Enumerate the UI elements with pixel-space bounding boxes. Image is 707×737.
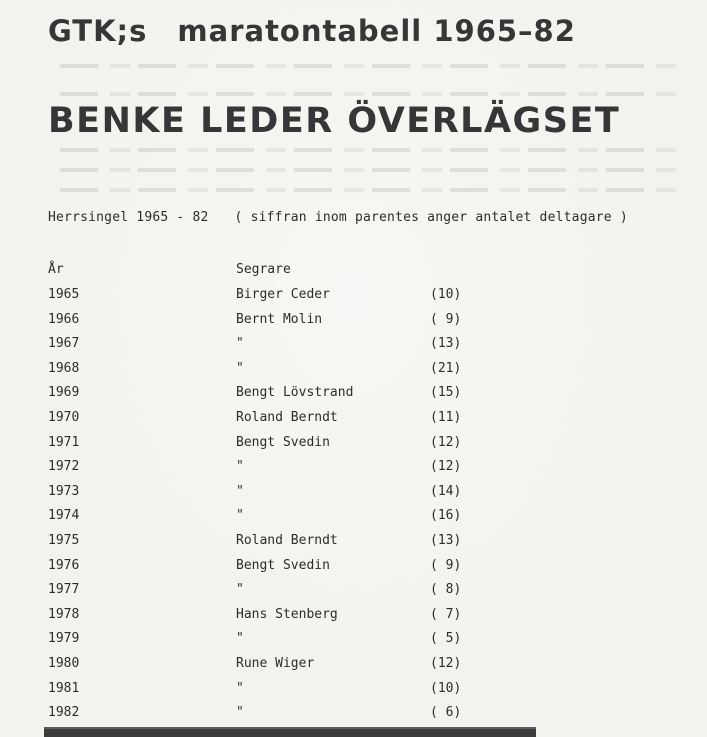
year-cell: 1971 <box>48 434 80 450</box>
year-cell: 1972 <box>48 459 80 475</box>
winner-cell: " <box>236 631 244 647</box>
table-row <box>0 434 707 459</box>
bleed-through-line <box>60 168 680 172</box>
intro-line <box>48 210 628 225</box>
table-row <box>0 384 707 409</box>
participants-cell: (12) <box>430 655 462 671</box>
participants-cell: (16) <box>430 508 462 524</box>
bleed-through-line <box>60 188 680 192</box>
bleed-through-line <box>60 148 680 152</box>
participants-cell: ( 5) <box>430 631 462 647</box>
winner-cell: " <box>236 508 244 524</box>
table-row <box>0 680 707 705</box>
year-cell: 1968 <box>48 360 80 376</box>
year-cell: 1982 <box>48 705 80 721</box>
participants-cell: (10) <box>430 287 462 302</box>
year-cell: 1966 <box>48 311 80 327</box>
participants-cell: (11) <box>430 409 462 425</box>
participants-cell: (12) <box>430 434 462 450</box>
winner-cell: Bengt Lövstrand <box>236 385 354 401</box>
bleed-through-line <box>60 64 680 68</box>
year-cell: 1965 <box>48 287 80 302</box>
year-cell: 1970 <box>48 409 80 425</box>
page-title <box>48 14 576 48</box>
table-row <box>0 507 707 532</box>
table-row <box>0 532 707 557</box>
winner-cell: " <box>236 459 244 475</box>
table-row <box>0 704 707 729</box>
participants-cell: ( 6) <box>430 705 462 721</box>
table-row <box>0 557 707 582</box>
results-table <box>0 286 707 729</box>
year-cell: 1975 <box>48 532 80 548</box>
participants-cell: (13) <box>430 336 462 352</box>
winner-cell: " <box>236 336 244 352</box>
participants-cell: (14) <box>430 483 462 499</box>
bottom-rule <box>44 727 536 737</box>
year-cell: 1977 <box>48 582 80 598</box>
winner-cell: Bengt Svedin <box>236 557 330 573</box>
table-row <box>0 311 707 336</box>
participants-cell: ( 8) <box>430 582 462 598</box>
table-row <box>0 655 707 680</box>
table-row <box>0 581 707 606</box>
winner-cell: Bengt Svedin <box>236 434 330 450</box>
table-row <box>0 483 707 508</box>
table-row <box>0 286 707 311</box>
table-row <box>0 335 707 360</box>
winner-cell: " <box>236 705 244 721</box>
title-table-name: maratontabell 1965–82 <box>177 14 576 48</box>
year-cell: 1978 <box>48 606 80 622</box>
table-row <box>0 630 707 655</box>
participants-cell: (21) <box>430 360 462 376</box>
event-name: Herrsingel 1965 - 82 <box>48 210 209 225</box>
winner-cell: " <box>236 360 244 376</box>
winner-cell: Bernt Molin <box>236 311 323 327</box>
winner-cell: Roland Berndt <box>236 409 338 425</box>
year-cell: 1969 <box>48 385 80 401</box>
year-cell: 1974 <box>48 508 80 524</box>
winner-cell: " <box>236 582 244 598</box>
winner-cell: Rune Wiger <box>236 655 315 671</box>
bleed-through-line <box>60 92 680 96</box>
table-row <box>0 360 707 385</box>
year-cell: 1979 <box>48 631 80 647</box>
year-cell: 1976 <box>48 557 80 573</box>
participants-cell: (10) <box>430 680 462 696</box>
year-cell: 1967 <box>48 336 80 352</box>
table-row <box>0 409 707 434</box>
winner-cell: Roland Berndt <box>236 532 338 548</box>
year-cell: 1980 <box>48 655 80 671</box>
table-row <box>0 458 707 483</box>
participants-note: ( siffran inom parentes anger antalet deltagare ) <box>234 210 628 225</box>
participants-cell: ( 7) <box>430 606 462 622</box>
page-subtitle: BENKE LEDER ÖVERLÄGSET <box>48 101 621 141</box>
winner-cell: " <box>236 483 244 499</box>
participants-cell: (12) <box>430 459 462 475</box>
year-cell: 1981 <box>48 680 80 696</box>
participants-cell: ( 9) <box>430 311 462 327</box>
year-cell: 1973 <box>48 483 80 499</box>
participants-cell: (13) <box>430 532 462 548</box>
winner-cell: Birger Ceder <box>236 287 330 302</box>
participants-cell: ( 9) <box>430 557 462 573</box>
table-row <box>0 606 707 631</box>
title-club: GTK;s <box>48 14 148 48</box>
winner-cell: Hans Stenberg <box>236 606 338 622</box>
column-header-winner: Segrare <box>236 262 291 277</box>
column-header-year: År <box>48 262 64 277</box>
winner-cell: " <box>236 680 244 696</box>
participants-cell: (15) <box>430 385 462 401</box>
